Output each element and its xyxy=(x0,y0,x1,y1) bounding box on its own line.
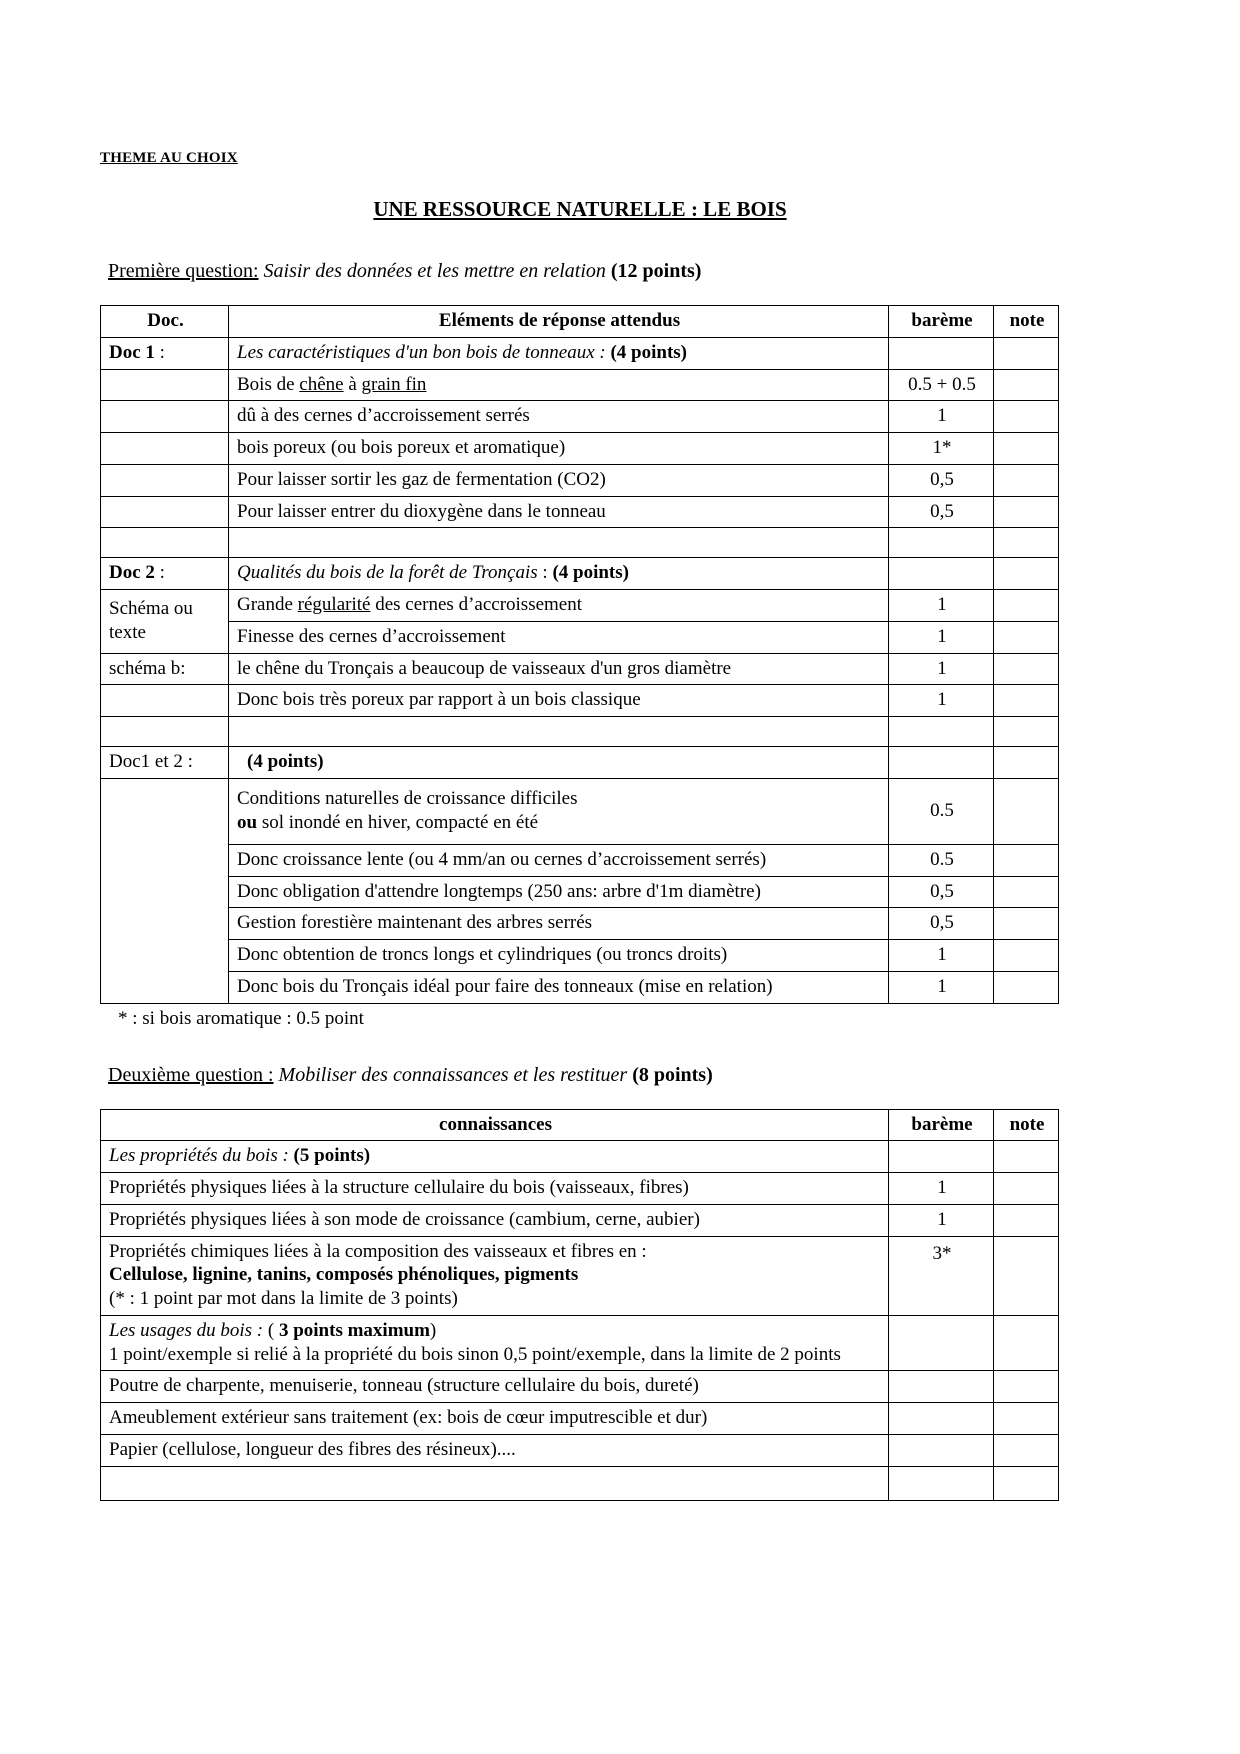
table-row xyxy=(101,1141,1059,1173)
table-row xyxy=(101,653,1059,685)
row-main-bold: 3 points maximum xyxy=(278,1319,430,1341)
row-bareme-cell: 1 xyxy=(889,940,994,972)
row-note-cell xyxy=(994,971,1059,1003)
question-1-heading xyxy=(100,260,1060,283)
spacer-cell xyxy=(229,528,889,558)
question-2-label: Deuxième question : xyxy=(108,1063,274,1086)
row-note-cell xyxy=(994,369,1059,401)
question-1-label: Première question: xyxy=(108,260,259,282)
row-main-bold: (5 points) xyxy=(293,1145,371,1167)
row-main-cell xyxy=(101,1466,889,1500)
row-bareme-cell: 1* xyxy=(889,433,994,465)
table-row xyxy=(101,1173,1059,1205)
spacer-cell xyxy=(994,717,1059,747)
table-row xyxy=(101,590,1059,622)
row-doc-cell xyxy=(101,496,229,528)
table-row xyxy=(101,1236,1059,1315)
row-note-cell xyxy=(994,1371,1059,1403)
table-row xyxy=(101,940,1059,972)
row-note-cell xyxy=(994,653,1059,685)
row-bareme-cell: 0,5 xyxy=(889,908,994,940)
row-note-cell xyxy=(994,496,1059,528)
row-note-cell xyxy=(994,1141,1059,1173)
row-main-cell: Pour laisser sortir les gaz de fermentation (CO2) xyxy=(229,464,889,496)
table-row xyxy=(101,908,1059,940)
row-note-cell xyxy=(994,1434,1059,1466)
spacer-cell xyxy=(994,528,1059,558)
row-doc-cell xyxy=(101,558,229,590)
row-main-cell: Donc bois du Tronçais idéal pour faire des tonneaux (mise en relation) xyxy=(229,971,889,1003)
question-1-table xyxy=(100,305,1059,1004)
table-row xyxy=(101,778,1059,844)
row-bareme-cell: 1 xyxy=(889,401,994,433)
table-row xyxy=(101,621,1059,653)
spacer-cell xyxy=(229,717,889,747)
table-row xyxy=(101,1371,1059,1403)
row-main-cell xyxy=(229,337,889,369)
row-bareme-cell: 1 xyxy=(889,621,994,653)
table-row xyxy=(101,337,1059,369)
question-1-footnote: * : si bois aromatique : 0.5 point xyxy=(118,1007,364,1029)
row-main-italic: Les caractéristiques d'un bon bois de tonneaux : xyxy=(237,341,611,363)
row-main-cell: Pour laisser entrer du dioxygène dans le tonneau xyxy=(229,496,889,528)
row-note-cell xyxy=(994,1173,1059,1205)
row-note-cell xyxy=(994,1466,1059,1500)
row-bareme-cell xyxy=(889,1434,994,1466)
row-main-line-2 xyxy=(237,811,882,835)
question-2-heading xyxy=(100,1064,1060,1087)
row-main-italic: Les propriétés du bois : xyxy=(109,1145,294,1167)
row-main-cell: Donc bois très poreux par rapport à un bois classique xyxy=(229,685,889,717)
row-main-line-1: Propriétés chimiques liées à la composition des vaisseaux et fibres en : xyxy=(109,1240,647,1262)
row-main-line-2-bold: ou xyxy=(237,811,258,833)
row-main-cell: Ameublement extérieur sans traitement (ex: bois de cœur imputrescible et dur) xyxy=(101,1403,889,1435)
row-main-line-2-rest: sol inondé en hiver, compacté en été xyxy=(257,811,539,833)
row-main-cell: Donc croissance lente (ou 4 mm/an ou cernes d’accroissement serrés) xyxy=(229,844,889,876)
row-main-line-3: (* : 1 point par mot dans la limite de 3 points) xyxy=(109,1288,458,1309)
row-note-cell xyxy=(994,876,1059,908)
row-bareme-cell xyxy=(889,1315,994,1371)
row-main-pre: Grande xyxy=(237,594,298,615)
row-bareme-cell: 1 xyxy=(889,1204,994,1236)
table-row xyxy=(101,464,1059,496)
question-2-points: (8 points) xyxy=(632,1063,713,1086)
header-cell-doc: Doc. xyxy=(101,306,229,338)
row-doc-cell xyxy=(101,433,229,465)
row-main-cell xyxy=(229,369,889,401)
row-doc-cell: schéma b: xyxy=(101,653,229,685)
row-note-cell xyxy=(994,908,1059,940)
row-bareme-cell xyxy=(889,337,994,369)
row-note-cell xyxy=(994,558,1059,590)
row-bareme-cell xyxy=(889,1466,994,1500)
row-main-cell: le chêne du Tronçais a beaucoup de vaisseaux d'un gros diamètre xyxy=(229,653,889,685)
row-main-cell xyxy=(229,778,889,844)
row-doc-cell: Doc1 et 2 : xyxy=(101,747,229,779)
row-main-line-1: Conditions naturelles de croissance difficiles xyxy=(237,788,578,809)
row-bareme-cell xyxy=(889,1403,994,1435)
row-doc-cell xyxy=(101,369,229,401)
table-row xyxy=(101,433,1059,465)
row-main-line-1 xyxy=(109,1319,882,1343)
table-header-row xyxy=(101,1109,1059,1141)
row-bareme-cell: 1 xyxy=(889,590,994,622)
row-main-plain: : xyxy=(542,562,553,584)
table-row xyxy=(101,1315,1059,1371)
row-main-cell: dû à des cernes d’accroissement serrés xyxy=(229,401,889,433)
row-note-cell xyxy=(994,621,1059,653)
row-note-cell xyxy=(994,590,1059,622)
row-doc-cell xyxy=(101,778,229,1003)
row-main-cell: Donc obtention de troncs longs et cylindriques (ou troncs droits) xyxy=(229,940,889,972)
theme-label: THEME AU CHOIX xyxy=(100,150,238,166)
page-title: UNE RESSOURCE NATURELLE : LE BOIS xyxy=(373,197,787,221)
row-main-underline-2: grain fin xyxy=(361,373,427,395)
row-main-bold: (4 points) xyxy=(552,562,629,584)
row-main-cell: Gestion forestière maintenant des arbres serrés xyxy=(229,908,889,940)
row-note-cell xyxy=(994,464,1059,496)
row-bareme-cell xyxy=(889,1141,994,1173)
table-row xyxy=(101,747,1059,779)
header-cell-bareme: barème xyxy=(889,1109,994,1141)
row-bareme-cell xyxy=(889,558,994,590)
doc-label-rest: : xyxy=(159,341,165,363)
row-main-cell xyxy=(229,747,889,779)
row-bareme-cell: 0,5 xyxy=(889,496,994,528)
section-gap xyxy=(100,1030,1060,1064)
question-2-table xyxy=(100,1109,1059,1501)
row-bareme-cell: 1 xyxy=(889,971,994,1003)
row-main-italic: Qualités du bois de la forêt de Tronçais xyxy=(237,562,543,584)
row-main-cell: Propriétés physiques liées à la structure cellulaire du bois (vaisseaux, fibres) xyxy=(101,1173,889,1205)
table-header-row xyxy=(101,306,1059,338)
row-main-bold: (4 points) xyxy=(247,751,324,772)
table-row xyxy=(101,1204,1059,1236)
row-doc-cell xyxy=(101,685,229,717)
row-note-cell xyxy=(994,433,1059,465)
table-row xyxy=(101,558,1059,590)
row-main-italic: Les usages du bois : xyxy=(109,1319,268,1341)
header-cell-note: note xyxy=(994,1109,1059,1141)
table-row xyxy=(101,844,1059,876)
spacer-cell xyxy=(101,528,229,558)
row-bareme-cell xyxy=(889,1371,994,1403)
row-note-cell xyxy=(994,401,1059,433)
row-note-cell xyxy=(994,778,1059,844)
row-main-plain: ( xyxy=(267,1319,279,1341)
header-cell-note: note xyxy=(994,306,1059,338)
row-main-mid: à xyxy=(343,373,362,395)
row-bareme-cell: 1 xyxy=(889,1173,994,1205)
row-note-cell xyxy=(994,1204,1059,1236)
row-main-cell xyxy=(101,1141,889,1173)
row-note-cell xyxy=(994,1315,1059,1371)
table-row xyxy=(101,369,1059,401)
row-main-cell: Donc obligation d'attendre longtemps (250 ans: arbre d'1m diamètre) xyxy=(229,876,889,908)
spacer-cell xyxy=(889,528,994,558)
row-main-cell xyxy=(101,1315,889,1371)
table-spacer-row xyxy=(101,528,1059,558)
header-cell-bareme: barème xyxy=(889,306,994,338)
question-1-points: (12 points) xyxy=(610,260,702,282)
row-main-cell: bois poreux (ou bois poreux et aromatique) xyxy=(229,433,889,465)
row-main-line-2: Cellulose, lignine, tanins, composés phénoliques, pigments xyxy=(109,1264,579,1286)
doc-label-bold: Doc 1 xyxy=(109,341,160,363)
table-row xyxy=(101,876,1059,908)
table-row xyxy=(101,496,1059,528)
row-main-pre: Bois de xyxy=(237,373,300,395)
row-note-cell xyxy=(994,940,1059,972)
row-note-cell xyxy=(994,685,1059,717)
row-doc-cell: Schéma ou texte xyxy=(101,590,229,654)
question-1-instruction: Saisir des données et les mettre en relation xyxy=(258,260,611,282)
table-row xyxy=(101,401,1059,433)
doc-label-rest: : xyxy=(159,562,165,584)
row-note-cell xyxy=(994,844,1059,876)
row-note-cell xyxy=(994,1236,1059,1315)
table-row xyxy=(101,1466,1059,1500)
header-cell-elements: Eléments de réponse attendus xyxy=(229,306,889,338)
row-bareme-cell: 3* xyxy=(889,1236,994,1315)
row-bareme-cell xyxy=(889,747,994,779)
row-bareme-cell: 1 xyxy=(889,653,994,685)
row-main-plain-2: ) xyxy=(429,1319,437,1341)
row-bareme-cell: 0.5 + 0.5 xyxy=(889,369,994,401)
row-note-cell xyxy=(994,747,1059,779)
table-row xyxy=(101,685,1059,717)
row-bareme-cell: 0,5 xyxy=(889,876,994,908)
row-bareme-cell: 0,5 xyxy=(889,464,994,496)
row-main-cell: Propriétés physiques liées à son mode de croissance (cambium, cerne, aubier) xyxy=(101,1204,889,1236)
row-main-bold: (4 points) xyxy=(610,341,688,363)
row-bareme-cell: 1 xyxy=(889,685,994,717)
row-main-cell xyxy=(229,558,889,590)
document-content xyxy=(100,150,1060,1501)
row-main-cell: Papier (cellulose, longueur des fibres des résineux).... xyxy=(101,1434,889,1466)
row-note-cell xyxy=(994,337,1059,369)
row-main-cell xyxy=(229,590,889,622)
table-row xyxy=(101,971,1059,1003)
row-main-cell xyxy=(101,1236,889,1315)
row-main-cell: Finesse des cernes d’accroissement xyxy=(229,621,889,653)
row-doc-cell xyxy=(101,337,229,369)
row-doc-cell xyxy=(101,464,229,496)
row-bareme-cell: 0.5 xyxy=(889,844,994,876)
row-main-underline-1: chêne xyxy=(299,373,344,395)
row-main-mid: des cernes d’accroissement xyxy=(370,594,583,615)
table-spacer-row xyxy=(101,717,1059,747)
question-2-instruction: Mobiliser des connaissances et les restituer xyxy=(273,1063,633,1086)
table-row xyxy=(101,1403,1059,1435)
doc-label-bold: Doc 2 xyxy=(109,562,160,584)
row-doc-cell xyxy=(101,401,229,433)
header-cell-connaissances: connaissances xyxy=(101,1109,889,1141)
row-main-line-2: 1 point/exemple si relié à la propriété du bois sinon 0,5 point/exemple, dans la limite de 2 points xyxy=(109,1343,841,1365)
table-row xyxy=(101,1434,1059,1466)
row-main-cell: Poutre de charpente, menuiserie, tonneau (structure cellulaire du bois, dureté) xyxy=(101,1371,889,1403)
row-note-cell xyxy=(994,1403,1059,1435)
spacer-cell xyxy=(889,717,994,747)
row-bareme-cell: 0.5 xyxy=(889,778,994,844)
spacer-cell xyxy=(101,717,229,747)
row-main-underline-1: régularité xyxy=(297,594,371,615)
